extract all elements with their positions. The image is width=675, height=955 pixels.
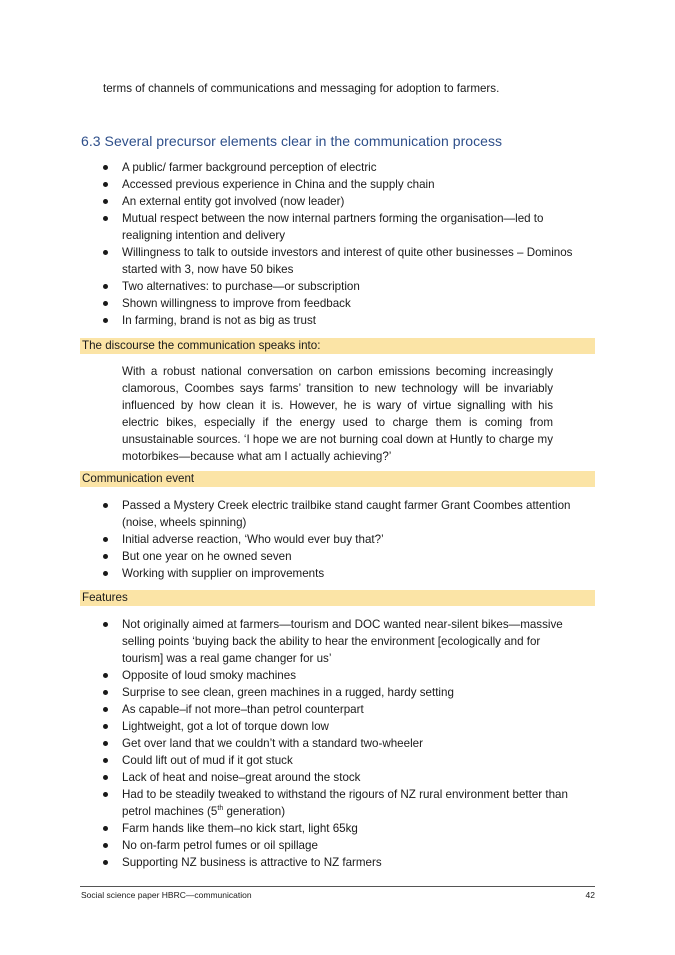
list-item: Not originally aimed at farmers—tourism and DOC wanted near-silent bikes—massive selling points ‘buying back the ability to hear the environment [ecologically and for tourism] was a real game changer for us’ [103,616,583,667]
footer-divider [80,886,595,887]
list-item: But one year on he owned seven [103,548,583,565]
list-item: In farming, brand is not as big as trust [103,312,583,329]
list-item: As capable–if not more–than petrol counterpart [103,701,583,718]
bullet-icon [103,284,108,289]
list-item: Mutual respect between the now internal partners forming the organisation—led to realigning intention and delivery [103,210,583,244]
list-item: Supporting NZ business is attractive to NZ farmers [103,854,583,871]
bullet-icon [103,165,108,170]
event-list [103,497,583,582]
list-item: An external entity got involved (now leader) [103,193,583,210]
discourse-heading: The discourse the communication speaks into: [80,338,595,354]
bullet-icon [103,182,108,187]
superscript-th: th [217,805,224,812]
list-item: Passed a Mystery Creek electric trailbike stand caught farmer Grant Coombes attention (noise, wheels spinning) [103,497,583,531]
bullet-icon [103,622,108,627]
page-number: 42 [585,890,595,900]
bullet-icon [103,250,108,255]
bullet-icon [103,724,108,729]
bullet-icon [103,775,108,780]
lead-paragraph: terms of channels of communications and messaging for adoption to farmers. [103,82,500,95]
list-item: Surprise to see clean, green machines in a rugged, hardy setting [103,684,583,701]
communication-event-heading: Communication event [80,471,595,487]
discourse-quote: With a robust national conversation on carbon emissions becoming increasingly clamorous, Coombes says farms’ transition to new technology will be invariably influenced by how clean it is. However, he is wary of virtue signalling with his electric bikes, especially if the energy used to charge them is coming from unsustainable sources. ‘I hope we are not burning coal down at Huntly to charge my motorbikes—because what am I actually achieving?’ [122,365,553,463]
list-item: Accessed previous experience in China and the supply chain [103,176,583,193]
bullet-icon [103,826,108,831]
bullet-icon [103,690,108,695]
bullet-icon [103,673,108,678]
bullet-icon [103,571,108,576]
bullet-icon [103,554,108,559]
list-item: Lightweight, got a lot of torque down low [103,718,583,735]
bullet-icon [103,741,108,746]
list-item: Two alternatives: to purchase—or subscription [103,278,583,295]
bullet-icon [103,860,108,865]
list-item: Lack of heat and noise–great around the stock [103,769,583,786]
bullet-icon [103,503,108,508]
list-item: Farm hands like them–no kick start, light 65kg [103,820,583,837]
bullet-icon [103,792,108,797]
bullet-icon [103,758,108,763]
list-item: Working with supplier on improvements [103,565,583,582]
list-item: Opposite of loud smoky machines [103,667,583,684]
features-heading: Features [80,590,595,606]
bullet-icon [103,843,108,848]
list-item: No on-farm petrol fumes or oil spillage [103,837,583,854]
bullet-icon [103,216,108,221]
list-item: Shown willingness to improve from feedback [103,295,583,312]
precursor-list [103,159,583,329]
list-item: Could lift out of mud if it got stuck [103,752,583,769]
bullet-icon [103,707,108,712]
features-list [103,616,583,871]
list-item: Initial adverse reaction, ‘Who would ever buy that?’ [103,531,583,548]
list-item: Had to be steadily tweaked to withstand the rigours of NZ rural environment better than petrol machines (5th generation) [103,786,583,820]
bullet-icon [103,199,108,204]
list-item: Willingness to talk to outside investors and interest of quite other businesses – Dominos started with 3, now have 50 bikes [103,244,583,278]
footer-title: Social science paper HBRC—communication [81,890,252,900]
bullet-icon [103,537,108,542]
section-heading: 6.3 Several precursor elements clear in the communication process [81,133,503,149]
list-item: A public/ farmer background perception of electric [103,159,583,176]
bullet-icon [103,301,108,306]
bullet-icon [103,318,108,323]
list-item: Get over land that we couldn’t with a standard two-wheeler [103,735,583,752]
